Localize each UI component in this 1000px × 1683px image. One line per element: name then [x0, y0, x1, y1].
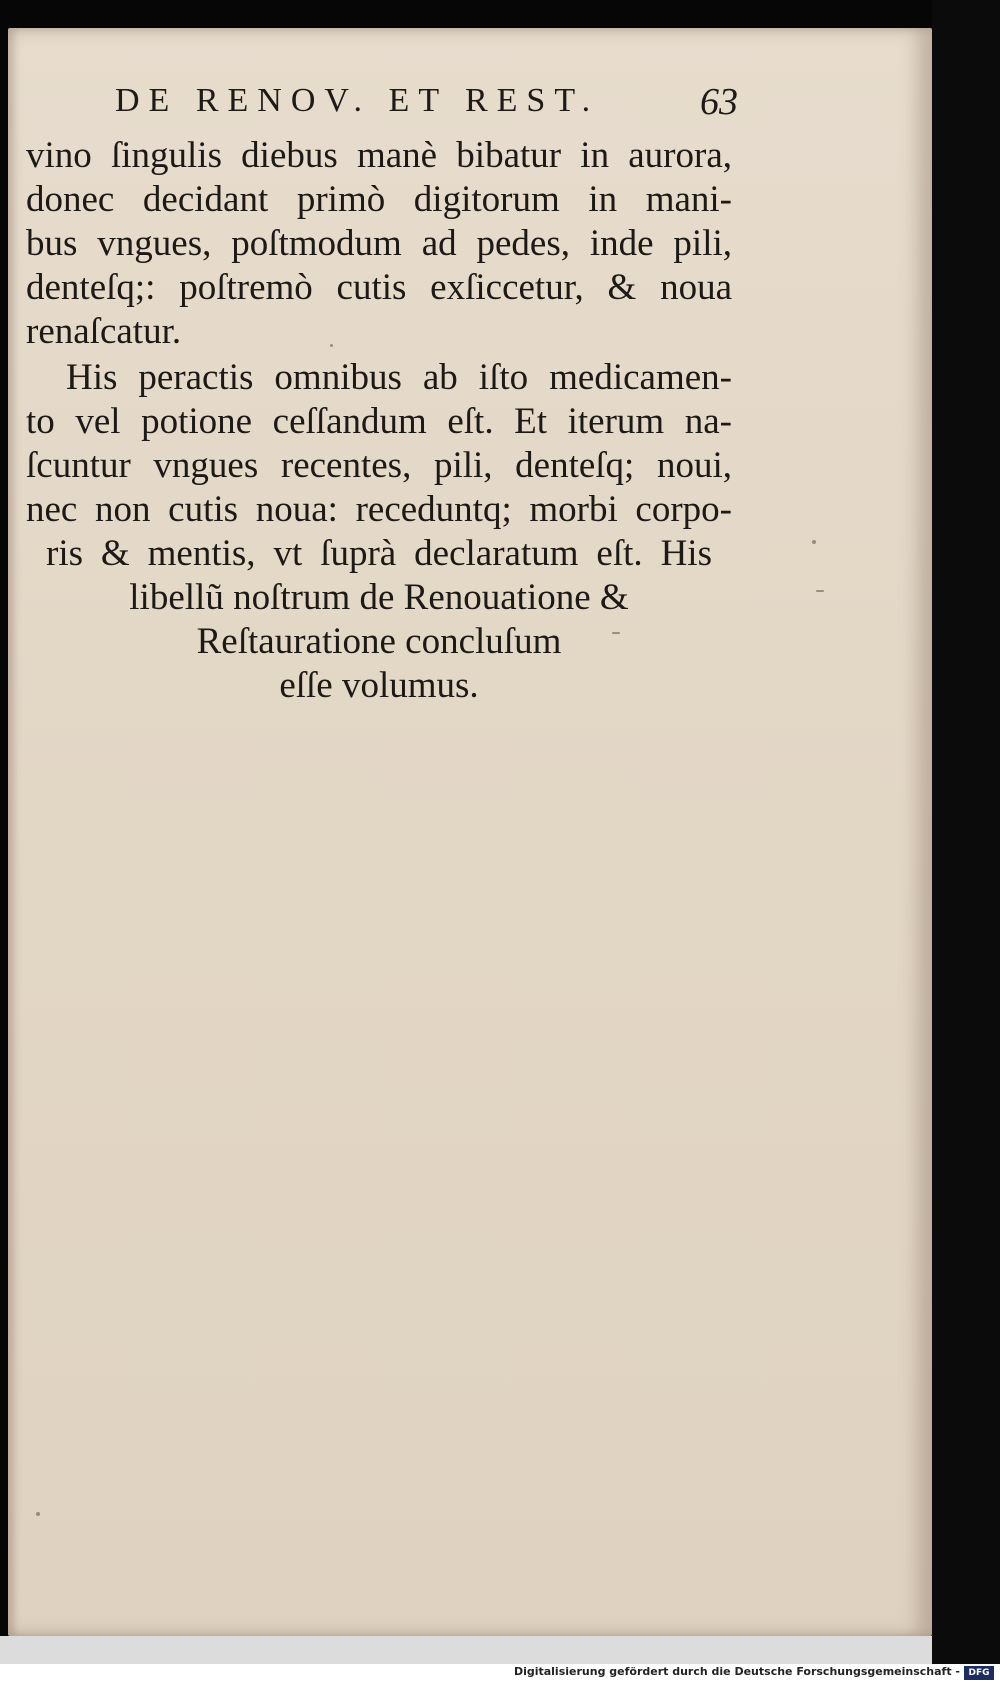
closing-line: libellũ noſtrum de Renouatione & [129, 577, 629, 618]
text-line: denteſq;: poſtremò cutis exſiccetur, & noua [26, 267, 732, 308]
page-number: 63 [700, 81, 738, 123]
text-line: ris & mentis, vt ſuprà declaratum eſt. His [46, 533, 712, 574]
paper-speck [812, 540, 816, 544]
text-line: vino ſingulis diebus manè bibatur in aurora, [26, 135, 732, 176]
closing-line: eſſe volumus. [279, 665, 479, 706]
text-line: donec decidant primò digitorum in mani- [26, 179, 732, 220]
dfg-logo: DFG [964, 1666, 994, 1680]
text-line: to vel potione ceſſandum eſt. Et iterum na- [26, 401, 732, 442]
text-line: His peractis omnibus ab iſto medicamen- [66, 357, 732, 398]
text-line: nec non cutis noua: receduntq; morbi corpo- [26, 489, 732, 530]
paper-speck [816, 590, 824, 592]
paper-speck [36, 1512, 40, 1516]
text-line: bus vngues, poſtmodum ad pedes, inde pili, [26, 223, 732, 264]
running-head: DE RENOV. ET REST. [115, 82, 600, 119]
footer-credit: Digitalisierung gefördert durch die Deutsche Forschungsgemeinschaft - [513, 1665, 960, 1678]
scan-right-edge [932, 0, 1000, 1683]
text-line: ſcuntur vngues recentes, pili, denteſq; noui, [26, 445, 732, 486]
paper-speck [612, 632, 620, 634]
text-line: renaſcatur. [26, 311, 182, 352]
paper-speck [330, 344, 333, 347]
closing-line: Reſtauratione concluſum [196, 621, 562, 662]
